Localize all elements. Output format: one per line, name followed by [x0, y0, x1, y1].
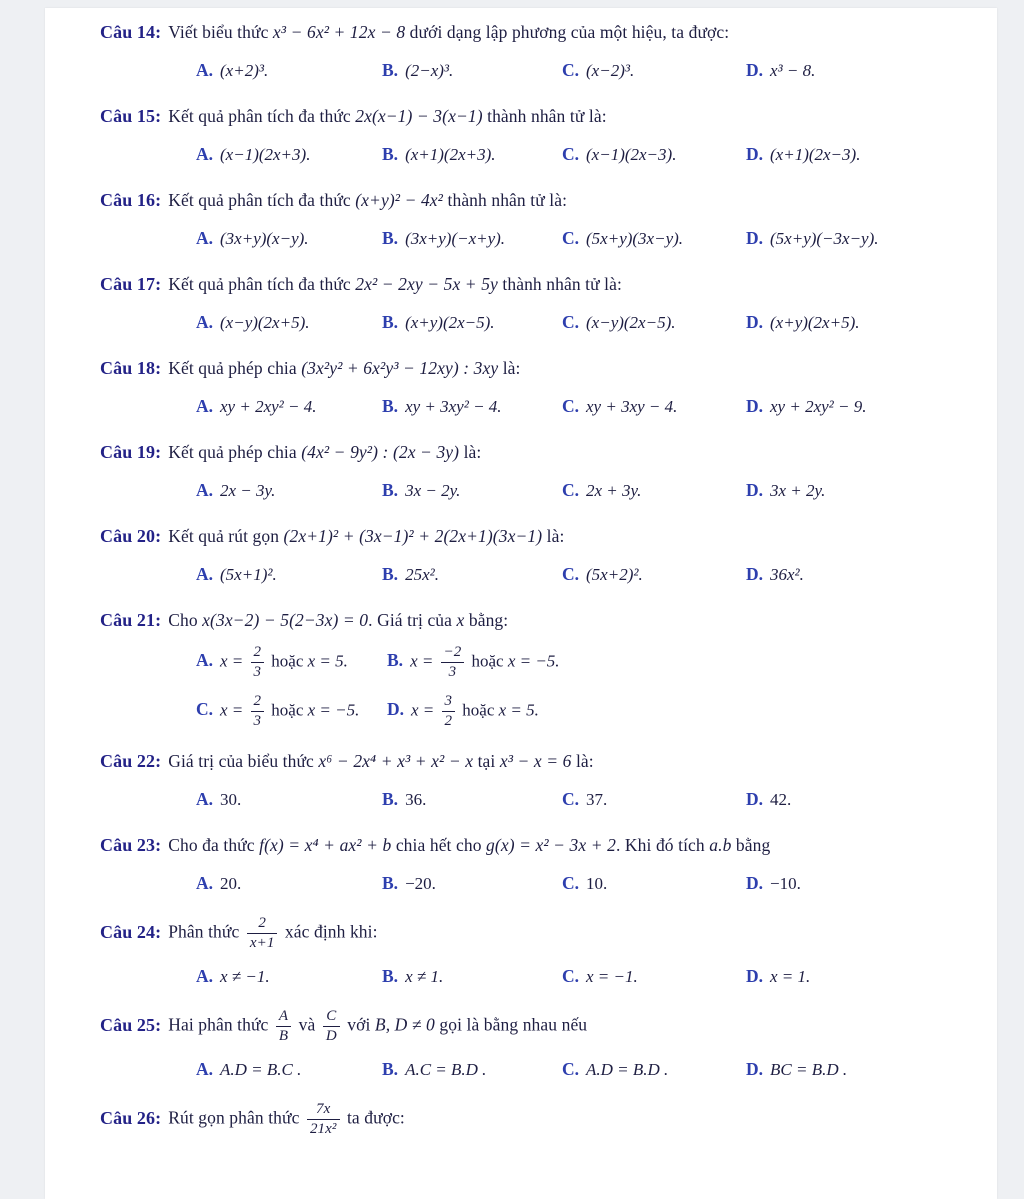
math-expression: x ≠ −1.: [220, 967, 270, 986]
option-letter: C.: [562, 1059, 580, 1079]
math-expression: B, D ≠ 0: [374, 1014, 435, 1035]
option-letter: A.: [196, 966, 214, 986]
fraction: [276, 1007, 291, 1046]
option-c: [562, 868, 746, 899]
option-letter: C.: [562, 789, 580, 809]
math-expression: f(x) = x⁴ + ax² + b: [259, 835, 392, 855]
text-run: Giá trị của biểu thức: [168, 751, 319, 771]
option-c: [562, 307, 746, 338]
text-run: là:: [459, 442, 482, 462]
options-row: [100, 868, 979, 899]
text-run: thành nhân tử là:: [482, 106, 607, 126]
fraction-numerator: −2: [443, 644, 462, 660]
math-expression: BC = B.D .: [770, 1060, 848, 1079]
options-row: [100, 139, 979, 170]
text-run: 37.: [586, 790, 608, 809]
option-letter: B.: [387, 650, 404, 671]
option-c: [562, 784, 746, 815]
option-d: [746, 139, 979, 170]
fraction: [247, 914, 278, 953]
text-run: 36.: [405, 790, 427, 809]
question-number: Câu 14:: [100, 22, 162, 42]
option-c: [562, 559, 746, 590]
math-expression: xy + 3xy² − 4.: [405, 397, 502, 416]
text-run: −10.: [770, 874, 801, 893]
option-d: [387, 692, 979, 731]
text-run: chia hết cho: [391, 835, 487, 855]
math-expression: 36x².: [770, 565, 804, 584]
option-c: [562, 1054, 746, 1085]
option-letter: D.: [387, 699, 405, 720]
math-expression: x⁶ − 2x⁴ + x³ + x² − x: [318, 751, 474, 771]
fraction-denominator: 3: [441, 662, 465, 682]
question-prompt: [100, 269, 979, 299]
option-a: [196, 307, 382, 338]
math-expression: (2−x)³.: [405, 61, 454, 80]
text-run: hoặc: [467, 651, 508, 671]
option-a: [196, 643, 387, 682]
text-run: Kết quả phân tích đa thức: [168, 274, 356, 294]
option-c: [562, 55, 746, 86]
option-letter: D.: [746, 789, 764, 809]
option-letter: D.: [746, 564, 764, 584]
options-row: [100, 55, 979, 86]
question-number: Câu 25:: [100, 1014, 162, 1035]
fraction-denominator: 3: [251, 662, 265, 682]
question-cau-18: [100, 353, 979, 422]
fraction-numerator: 2: [253, 693, 262, 709]
math-expression: g(x) = x² − 3x + 2: [486, 835, 616, 855]
option-letter: C.: [562, 60, 580, 80]
question-prompt: [100, 746, 979, 776]
math-expression: (x+1)(2x+3).: [405, 145, 496, 164]
fraction-denominator: D: [323, 1026, 340, 1046]
fraction: [323, 1007, 340, 1046]
option-b: [382, 868, 562, 899]
option-letter: A.: [196, 1059, 214, 1079]
option-letter: C.: [196, 699, 214, 720]
option-b: [382, 961, 562, 992]
option-letter: B.: [382, 144, 399, 164]
math-expression: 3x − 2y.: [405, 481, 461, 500]
fraction-numerator: 3: [444, 693, 453, 709]
fraction: [251, 643, 265, 682]
options-row: [100, 559, 979, 590]
fraction: [307, 1100, 340, 1139]
option-letter: A.: [196, 480, 214, 500]
question-prompt: [100, 17, 979, 47]
fraction: [251, 692, 265, 731]
option-b: [382, 391, 562, 422]
text-run: Hai phân thức: [168, 1014, 273, 1035]
option-letter: B.: [382, 396, 399, 416]
question-number: Câu 17:: [100, 274, 162, 294]
question-cau-20: [100, 521, 979, 590]
math-expression: (5x+y)(3x−y).: [586, 229, 684, 248]
option-letter: A.: [196, 60, 214, 80]
options-row: [100, 223, 979, 254]
question-number: Câu 26:: [100, 1107, 162, 1128]
math-expression: (3x+y)(x−y).: [220, 229, 309, 248]
option-letter: C.: [562, 873, 580, 893]
text-run: 10.: [586, 874, 608, 893]
option-a: [196, 223, 382, 254]
math-expression: (x+1)(2x−3).: [770, 145, 861, 164]
math-expression: A.D = B.D .: [586, 1060, 669, 1079]
text-run: thành nhân tử là:: [497, 274, 622, 294]
question-prompt: [100, 830, 979, 860]
text-run: Rút gọn phân thức: [168, 1107, 304, 1128]
question-prompt: [100, 185, 979, 215]
question-cau-25: [100, 1007, 979, 1085]
math-expression: (x−y)(2x+5).: [220, 313, 310, 332]
fraction-numerator: C: [326, 1008, 337, 1024]
option-letter: C.: [562, 564, 580, 584]
question-number: Câu 20:: [100, 526, 162, 546]
text-run: Phân thức: [168, 921, 244, 942]
option-d: [746, 223, 979, 254]
question-prompt: [100, 914, 979, 953]
text-run: 30.: [220, 790, 242, 809]
option-letter: B.: [382, 966, 399, 986]
math-expression: xy + 2xy² − 4.: [220, 397, 317, 416]
math-expression: xy + 3xy − 4.: [586, 397, 678, 416]
fraction-denominator: B: [276, 1026, 291, 1046]
question-number: Câu 15:: [100, 106, 162, 126]
option-d: [746, 961, 979, 992]
math-expression: x = −1.: [586, 967, 638, 986]
question-prompt: [100, 353, 979, 383]
fraction-denominator: 2: [442, 711, 456, 731]
math-expression: (5x+1)².: [220, 565, 277, 584]
text-run: hoặc: [458, 700, 499, 720]
option-d: [746, 559, 979, 590]
text-run: Kết quả phép chia: [168, 358, 302, 378]
math-expression: (3x²y² + 6x²y³ − 12xy) : 3xy: [301, 358, 499, 378]
option-c: [562, 139, 746, 170]
question-number: Câu 24:: [100, 921, 162, 942]
worksheet-paper: [45, 8, 997, 1199]
option-d: [746, 784, 979, 815]
math-expression: xy + 2xy² − 9.: [770, 397, 867, 416]
option-b: [382, 307, 562, 338]
math-expression: (x+y)(2x+5).: [770, 313, 860, 332]
question-number: Câu 22:: [100, 751, 162, 771]
math-expression: x = 1.: [770, 967, 811, 986]
options-row: [100, 643, 979, 731]
math-expression: (x+2)³.: [220, 61, 269, 80]
option-d: [746, 307, 979, 338]
option-a: [196, 784, 382, 815]
option-a: [196, 868, 382, 899]
math-expression: (5x+2)².: [586, 565, 643, 584]
question-cau-16: [100, 185, 979, 254]
option-b: [382, 784, 562, 815]
option-b: [382, 139, 562, 170]
option-d: [746, 1054, 979, 1085]
fraction: [441, 643, 465, 682]
option-a: [196, 55, 382, 86]
math-expression: x ≠ 1.: [405, 967, 444, 986]
math-expression: 2x + 3y.: [586, 481, 642, 500]
math-expression: x(3x−2) − 5(2−3x) = 0: [202, 610, 369, 630]
fraction-denominator: x+1: [247, 933, 278, 953]
math-expression: x = −5.: [307, 700, 360, 720]
option-letter: B.: [382, 1059, 399, 1079]
text-run: Kết quả phân tích đa thức: [168, 106, 356, 126]
text-run: Kết quả phép chia: [168, 442, 302, 462]
options-row: [100, 784, 979, 815]
text-run: . Khi đó tích: [615, 835, 710, 855]
option-b: [382, 475, 562, 506]
math-expression: a.b: [709, 835, 732, 855]
math-expression: A.C = B.D .: [405, 1060, 487, 1079]
question-number: Câu 19:: [100, 442, 162, 462]
text-run: Kết quả phân tích đa thức: [168, 190, 356, 210]
options-row: [100, 961, 979, 992]
option-a: [196, 559, 382, 590]
fraction-numerator: A: [278, 1008, 289, 1024]
text-run: Kết quả rút gọn: [168, 526, 284, 546]
text-run: 42.: [770, 790, 792, 809]
option-c: [562, 961, 746, 992]
math-expression: 25x².: [405, 565, 439, 584]
option-letter: A.: [196, 873, 214, 893]
option-letter: C.: [562, 144, 580, 164]
text-run: −20.: [405, 874, 436, 893]
question-number: Câu 23:: [100, 835, 162, 855]
math-expression: x =: [220, 700, 248, 720]
option-c: [562, 391, 746, 422]
question-cau-21: [100, 605, 979, 731]
option-letter: A.: [196, 789, 214, 809]
math-expression: x³ − 8.: [770, 61, 816, 80]
math-expression: (x−y)(2x−5).: [586, 313, 676, 332]
option-b: [387, 643, 979, 682]
question-cau-22: [100, 746, 979, 815]
math-expression: (3x+y)(−x+y).: [405, 229, 506, 248]
math-expression: 2x² − 2xy − 5x + 5y: [355, 274, 498, 294]
option-letter: C.: [562, 228, 580, 248]
math-expression: 2x − 3y.: [220, 481, 276, 500]
math-expression: x =: [410, 651, 438, 671]
text-run: Cho: [168, 610, 203, 630]
text-run: 20.: [220, 874, 242, 893]
math-expression: x = 5.: [307, 651, 348, 671]
options-row: [100, 391, 979, 422]
option-letter: A.: [196, 144, 214, 164]
option-letter: C.: [562, 312, 580, 332]
question-prompt: [100, 437, 979, 467]
math-expression: 2x(x−1) − 3(x−1): [355, 106, 483, 126]
question-prompt: [100, 1100, 979, 1139]
text-run: hoặc: [267, 700, 308, 720]
text-run: xác định khi:: [280, 921, 378, 942]
question-list: [45, 8, 997, 1139]
math-expression: x =: [411, 700, 439, 720]
option-letter: A.: [196, 396, 214, 416]
option-b: [382, 223, 562, 254]
text-run: là:: [571, 751, 594, 771]
question-prompt: [100, 521, 979, 551]
option-letter: D.: [746, 312, 764, 332]
option-a: [196, 139, 382, 170]
option-c: [196, 692, 387, 731]
fraction-denominator: 21x²: [307, 1119, 340, 1139]
math-expression: 3x + 2y.: [770, 481, 826, 500]
text-run: thành nhân tử là:: [443, 190, 568, 210]
option-letter: A.: [196, 564, 214, 584]
option-letter: A.: [196, 312, 214, 332]
text-run: bằng:: [464, 610, 509, 630]
fraction-numerator: 2: [253, 644, 262, 660]
text-run: và: [294, 1014, 320, 1035]
option-letter: C.: [562, 480, 580, 500]
option-letter: D.: [746, 480, 764, 500]
option-letter: D.: [746, 966, 764, 986]
math-expression: (x−1)(2x+3).: [220, 145, 311, 164]
option-a: [196, 475, 382, 506]
option-a: [196, 1054, 382, 1085]
text-run: Cho đa thức: [168, 835, 260, 855]
option-letter: B.: [382, 312, 399, 332]
text-run: dưới dạng lập phương của một hiệu, ta được:: [405, 22, 730, 42]
option-c: [562, 475, 746, 506]
fraction: [442, 692, 456, 731]
question-cau-14: [100, 17, 979, 86]
math-expression: (5x+y)(−3x−y).: [770, 229, 879, 248]
fraction-denominator: 3: [251, 711, 265, 731]
option-letter: C.: [562, 396, 580, 416]
option-letter: B.: [382, 480, 399, 500]
question-number: Câu 21:: [100, 610, 162, 630]
math-expression: (4x² − 9y²) : (2x − 3y): [301, 442, 460, 462]
text-run: là:: [498, 358, 521, 378]
option-letter: B.: [382, 789, 399, 809]
option-letter: C.: [562, 966, 580, 986]
option-letter: B.: [382, 60, 399, 80]
question-cau-15: [100, 101, 979, 170]
math-expression: (x−2)³.: [586, 61, 635, 80]
option-letter: D.: [746, 60, 764, 80]
option-letter: B.: [382, 564, 399, 584]
text-run: bằng: [731, 835, 771, 855]
fraction-numerator: 7x: [316, 1101, 331, 1117]
option-d: [746, 391, 979, 422]
option-letter: D.: [746, 228, 764, 248]
math-expression: x³ − x = 6: [499, 751, 572, 771]
fraction-numerator: 2: [258, 915, 266, 931]
text-run: Viết biểu thức: [168, 22, 273, 42]
option-letter: D.: [746, 873, 764, 893]
question-number: Câu 16:: [100, 190, 162, 210]
question-cau-17: [100, 269, 979, 338]
question-cau-19: [100, 437, 979, 506]
option-d: [746, 868, 979, 899]
text-run: là:: [542, 526, 565, 546]
text-run: tại: [473, 751, 500, 771]
text-run: ta được:: [342, 1107, 405, 1128]
question-cau-26: [100, 1100, 979, 1139]
math-expression: x: [456, 610, 465, 630]
option-b: [382, 55, 562, 86]
question-number: Câu 18:: [100, 358, 162, 378]
question-cau-24: [100, 914, 979, 992]
option-letter: B.: [382, 873, 399, 893]
question-prompt: [100, 1007, 979, 1046]
option-d: [746, 55, 979, 86]
option-letter: D.: [746, 144, 764, 164]
math-expression: (2x+1)² + (3x−1)² + 2(2x+1)(3x−1): [283, 526, 543, 546]
option-letter: D.: [746, 396, 764, 416]
question-prompt: [100, 101, 979, 131]
option-letter: A.: [196, 228, 214, 248]
math-expression: (x+y)² − 4x²: [355, 190, 444, 210]
text-run: hoặc: [267, 651, 308, 671]
text-run: . Giá trị của: [368, 610, 457, 630]
question-cau-23: [100, 830, 979, 899]
option-a: [196, 961, 382, 992]
math-expression: x = 5.: [498, 700, 539, 720]
math-expression: x = −5.: [507, 651, 560, 671]
text-run: với: [342, 1014, 375, 1035]
math-expression: (x−1)(2x−3).: [586, 145, 677, 164]
text-run: gọi là bằng nhau nếu: [434, 1014, 588, 1035]
math-expression: (x+y)(2x−5).: [405, 313, 495, 332]
math-expression: A.D = B.C .: [220, 1060, 302, 1079]
option-letter: D.: [746, 1059, 764, 1079]
option-letter: B.: [382, 228, 399, 248]
option-a: [196, 391, 382, 422]
question-prompt: [100, 605, 979, 635]
option-c: [562, 223, 746, 254]
math-expression: x³ − 6x² + 12x − 8: [272, 22, 406, 42]
option-letter: A.: [196, 650, 214, 671]
option-b: [382, 559, 562, 590]
option-d: [746, 475, 979, 506]
options-row: [100, 475, 979, 506]
math-expression: x =: [220, 651, 248, 671]
option-b: [382, 1054, 562, 1085]
options-row: [100, 1054, 979, 1085]
options-row: [100, 307, 979, 338]
